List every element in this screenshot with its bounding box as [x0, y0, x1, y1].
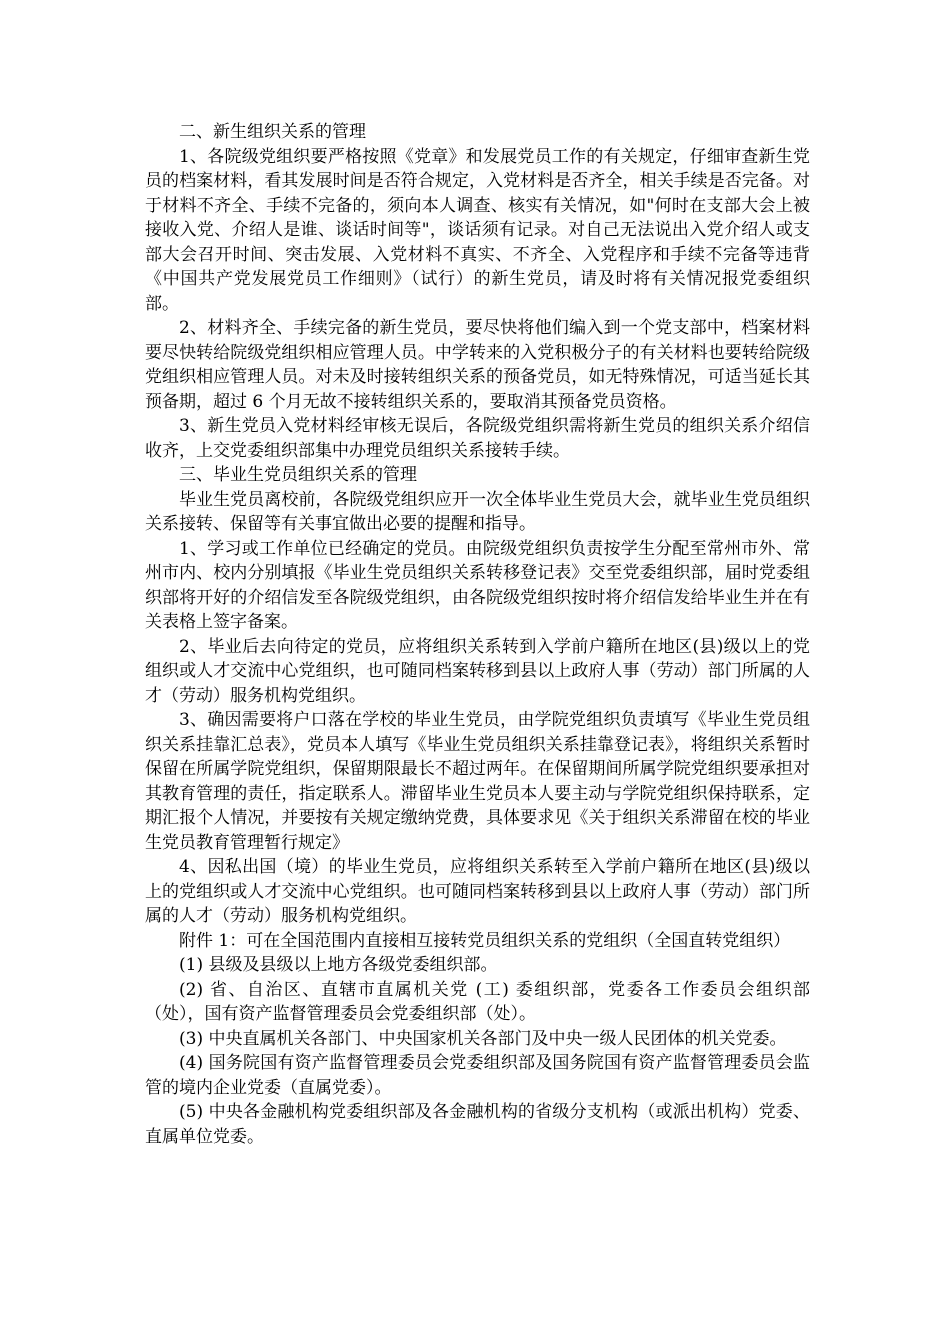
paragraph-graduates-3: 3、确因需要将户口落在学校的毕业生党员，由学院党组织负责填写《毕业生党员组织关系挂靠汇总表》，党员本人填写《毕业生党员组织关系挂靠登记表》，将组织关系暂时保留在所属学院党组织，保留期限最长不超过两年。在保留期间所属学院党组织要承担对其教育管理的责任，指定联系人。滞留毕业生党员本人要主动与学院党组织保持联系，定期汇报个人情况，并要按有关规定缴纳党费，具体要求见《关于组织关系滞留在校的毕业生党员教育管理暂行规定》 [145, 710, 810, 853]
appendix-item-5: (5) 中央各金融机构党委组织部及各金融机构的省级分支机构（或派出机构）党委、直属单位党委。 [145, 1102, 810, 1147]
section-heading-graduates: 三、毕业生党员组织关系的管理 [179, 465, 417, 485]
paragraph-new-3: 3、新生党员入党材料经审核无误后，各院级党组织需将新生党员的组织关系介绍信收齐，上交党委组织部集中办理党员组织关系接转手续。 [145, 416, 810, 461]
appendix-item-2: (2) 省、自治区、直辖市直属机关党 (工) 委组织部，党委各工作委员会组织部（处），国有资产监督管理委员会党委组织部（处）。 [145, 979, 810, 1024]
paragraph-new-2: 2、材料齐全、手续完备的新生党员，要尽快将他们编入到一个党支部中，档案材料要尽快转给院级党组织相应管理人员。中学转来的入党积极分子的有关材料也要转给院级党组织相应管理人员。对未及时接转组织关系的预备党员，如无特殊情况，可适当延长其预备期，超过 6 个月无故不接转组织关系的，要取消其预备党员资格。 [145, 318, 810, 412]
paragraph-graduates-intro: 毕业生党员离校前，各院级党组织应开一次全体毕业生党员大会，就毕业生党员组织关系接转、保留等有关事宜做出必要的提醒和指导。 [145, 489, 810, 534]
appendix-item-4: (4) 国务院国有资产监督管理委员会党委组织部及国务院国有资产监督管理委员会监管的境内企业党委（直属党委）。 [145, 1053, 810, 1098]
paragraph-graduates-4: 4、因私出国（境）的毕业生党员，应将组织关系转至入学前户籍所在地区(县)级以上的党组织或人才交流中心党组织。也可随同档案转移到县以上政府人事（劳动）部门所属的人才（劳动）服务机构党组织。 [145, 857, 810, 926]
appendix-item-3: (3) 中央直属机关各部门、中央国家机关各部门及中央一级人民团体的机关党委。 [179, 1028, 787, 1049]
document-page [145, 120, 810, 1149]
paragraph-new-1: 1、各院级党组织要严格按照《党章》和发展党员工作的有关规定，仔细审查新生党员的档案材料，看其发展时间是否符合规定，入党材料是否齐全，相关手续是否完备。对于材料不齐全、手续不完备的，须向本人调查、核实有关情况，如"何时在支部大会上被接收入党、介绍人是谁、谈话时间等"，谈话须有记录。对自己无法说出入党介绍人或支部大会召开时间、突击发展、入党材料不真实、不齐全、入党程序和手续不完备等违背《中国共产党发展党员工作细则》（试行）的新生党员，请及时将有关情况报党委组织部。 [145, 146, 810, 314]
section-heading-new-students: 二、新生组织关系的管理 [179, 122, 366, 142]
paragraph-graduates-2: 2、毕业后去向待定的党员，应将组织关系转到入学前户籍所在地区(县)级以上的党组织或人才交流中心党组织，也可随同档案转移到县以上政府人事（劳动）部门所属的人才（劳动）服务机构党组织。 [145, 636, 810, 706]
paragraph-graduates-1: 1、学习或工作单位已经确定的党员。由院级党组织负责按学生分配至常州市外、常州市内、校内分别填报《毕业生党员组织关系转移登记表》交至党委组织部，届时党委组织部将开好的介绍信发至各院级党组织，由各院级党组织按时将介绍信发给毕业生并在有关表格上签字备案。 [145, 538, 810, 632]
appendix-item-1: (1) 县级及县级以上地方各级党委组织部。 [179, 955, 498, 975]
appendix-heading: 附件 1：可在全国范围内直接相互接转党员组织关系的党组织（全国直转党组织） [179, 930, 791, 951]
